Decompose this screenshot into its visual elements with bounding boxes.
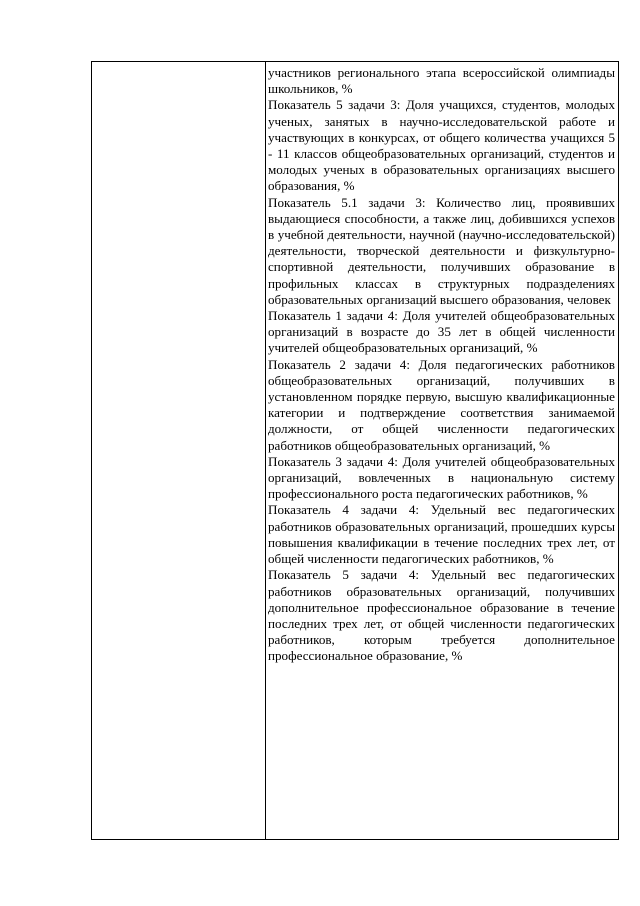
- indicator-task4-item1: Показатель 1 задачи 4: Доля учителей общеобразовательных организаций в возрасте до 35 лет в общей численности учителей общеобразовательных организаций, %: [268, 308, 615, 356]
- indicators-table: [91, 61, 619, 840]
- indicator-task3-item5: Показатель 5 задачи 3: Доля учащихся, студентов, молодых ученых, занятых в научно-исследовательской работе и участвующих в конкурсах, от общего количества учащихся 5 - 11 классов общеобразовательных организаций, студентов и молодых ученых в образовательных организациях высшего образования, %: [268, 97, 615, 194]
- indicator-task4-item5: Показатель 5 задачи 4: Удельный вес педагогических работников образовательных организаций, получивших дополнительное профессиональное образование в течение последних трех лет, от общей численности педагогических работников, которым требуется дополнительное профессиональное образование, %: [268, 567, 615, 664]
- table-row: [92, 62, 619, 840]
- right-cell: [266, 62, 619, 840]
- indicator-list: [266, 62, 618, 665]
- indicator-task4-item4: Показатель 4 задачи 4: Удельный вес педагогических работников образовательных организаций, прошедших курсы повышения квалификации в течение последних трех лет, от общей численности педагогических работников, %: [268, 502, 615, 567]
- indicator-task3-item5-1: Показатель 5.1 задачи 3: Количество лиц, проявивших выдающиеся способности, а также лиц, добившихся успехов в учебной деятельности, научной (научно-исследовательской) деятельности, творческой деятельности и физкультурно-спортивной деятельности, получивших образование в профильных классах в структурных подразделениях образовательных организаций высшего образования, человек: [268, 194, 615, 307]
- indicator-paragraph-continuation: участников регионального этапа всероссийской олимпиады школьников, %: [268, 65, 615, 97]
- left-cell: [92, 62, 266, 840]
- indicator-task4-item2: Показатель 2 задачи 4: Доля педагогических работников общеобразовательных организаций, получивших в установленном порядке первую, высшую квалификационные категории и подтверждение соответствия занимаемой должности, от общей численности педагогических работников общеобразовательных организаций, %: [268, 356, 615, 453]
- indicator-task4-item3: Показатель 3 задачи 4: Доля учителей общеобразовательных организаций, вовлеченных в национальную систему профессионального роста педагогических работников, %: [268, 453, 615, 502]
